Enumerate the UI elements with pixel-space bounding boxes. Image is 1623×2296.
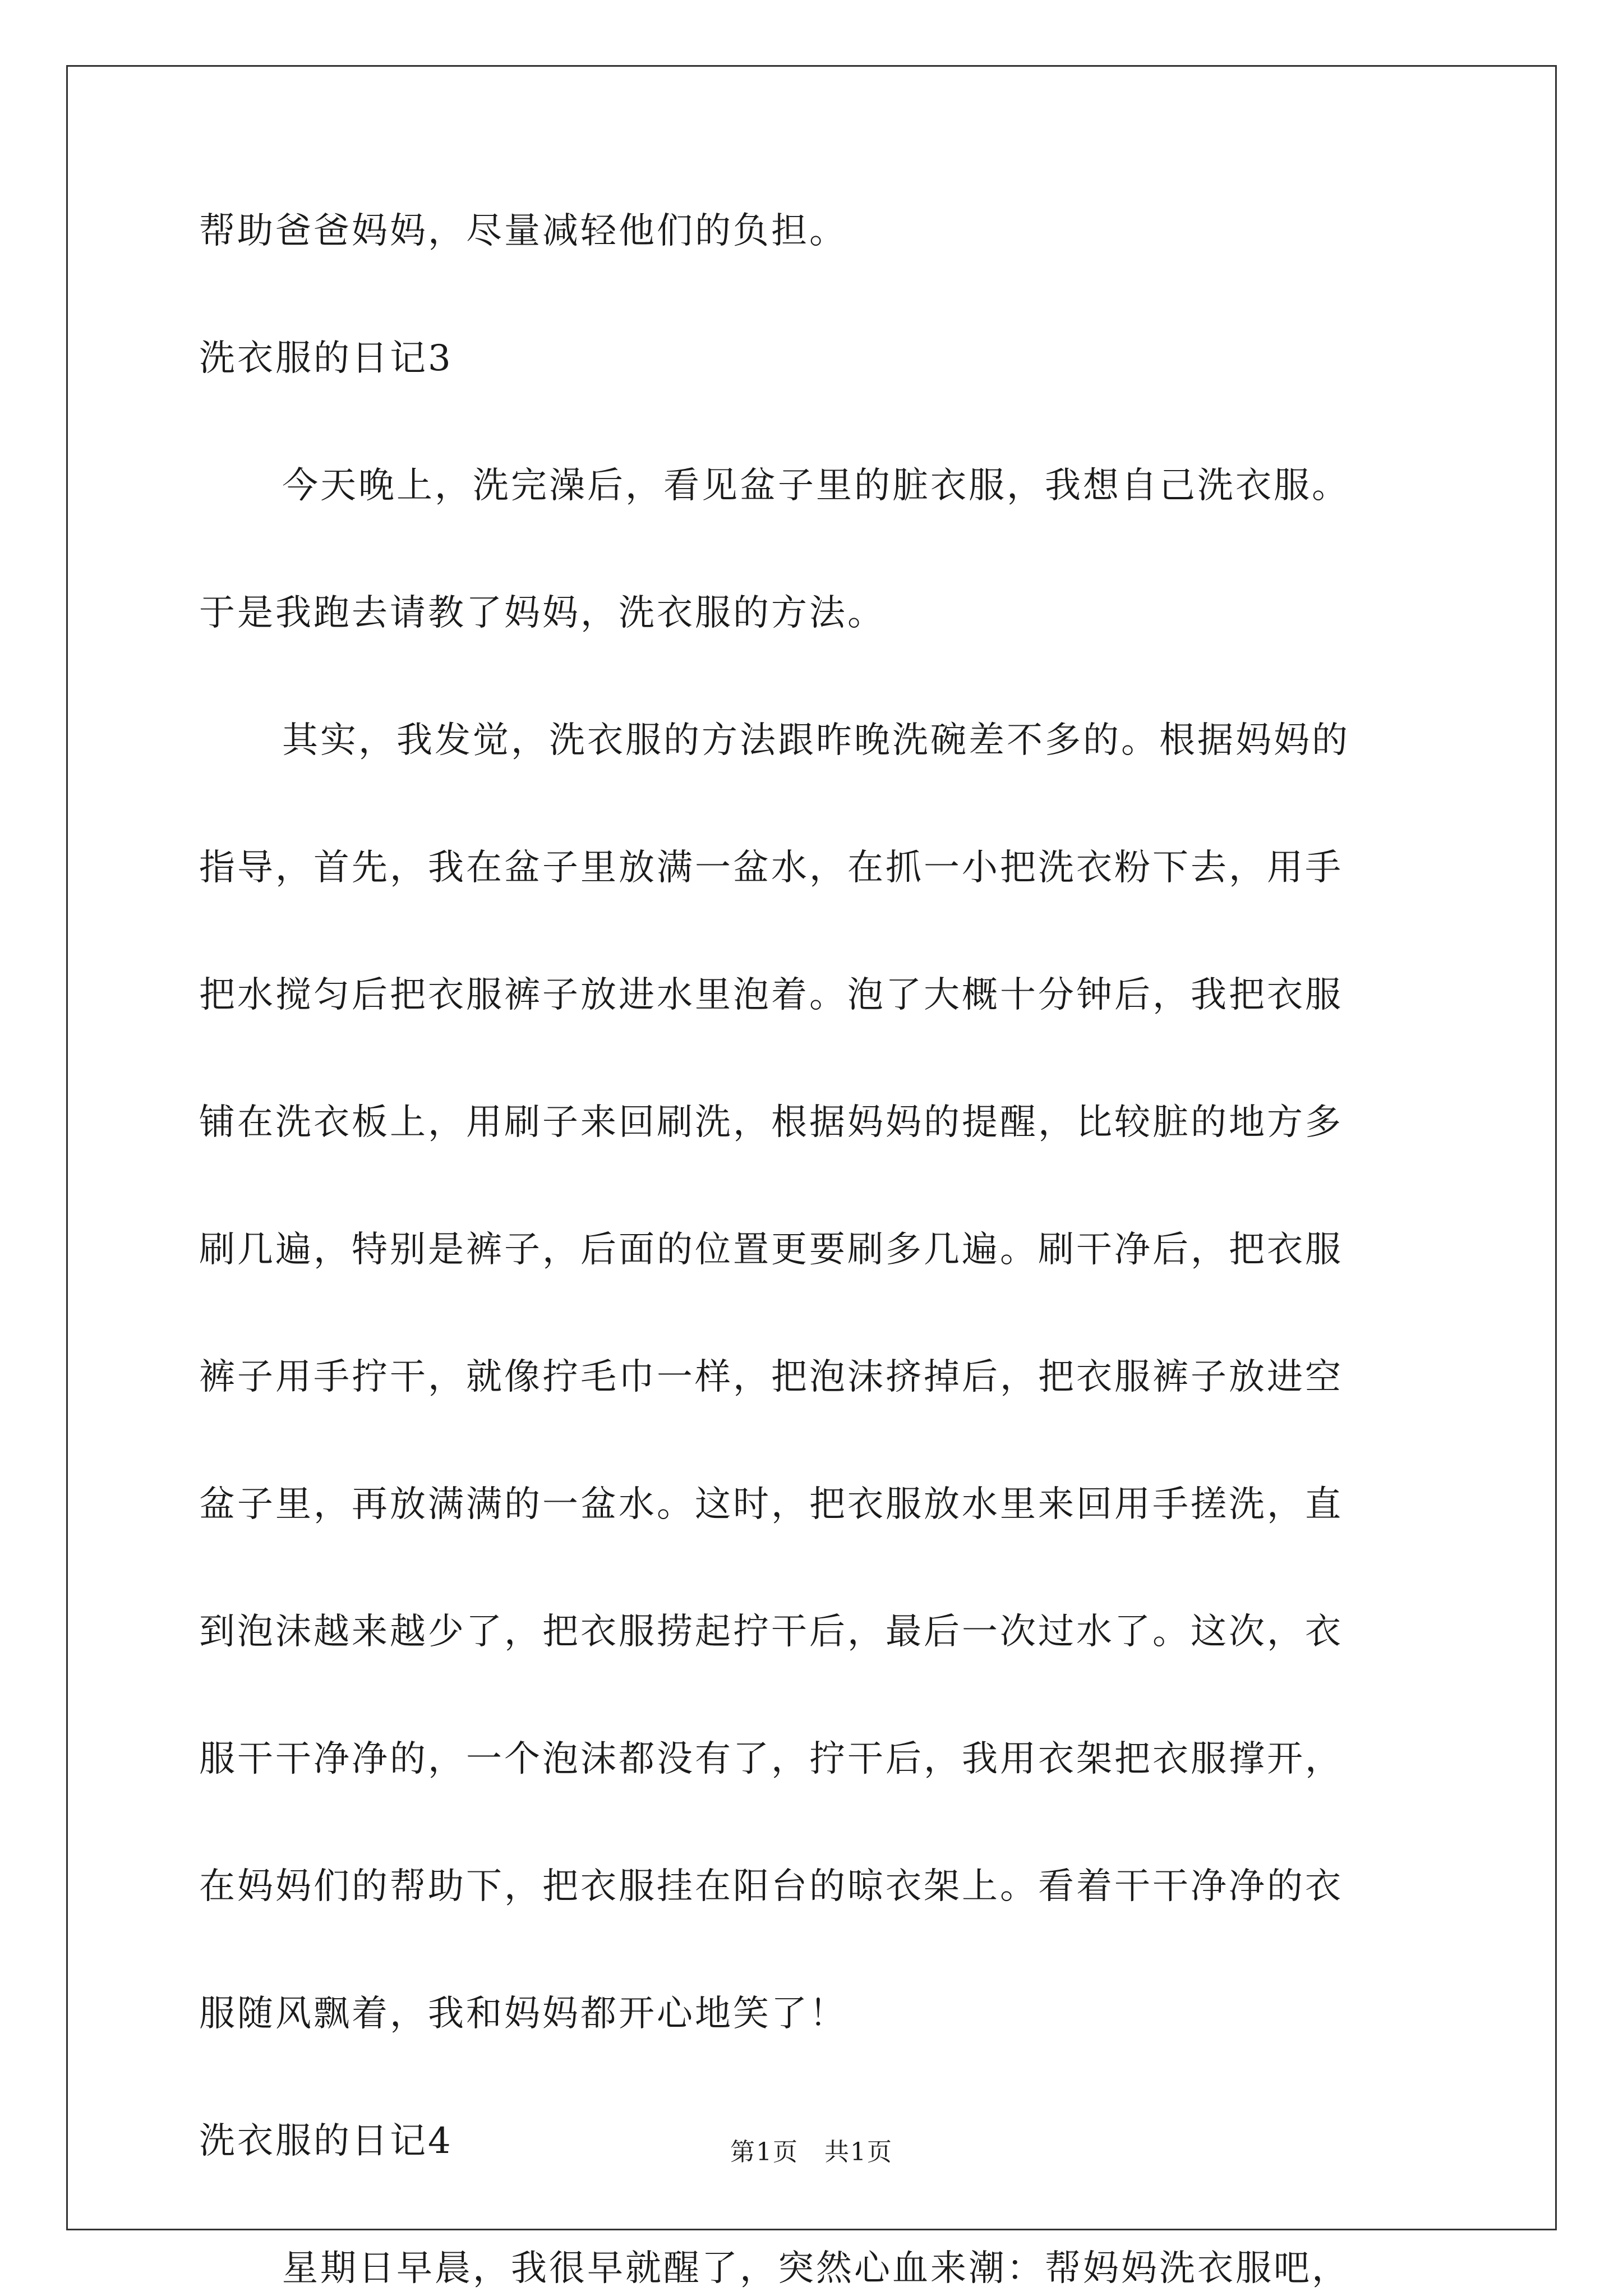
text-line: 服随风飘着，我和妈妈都开心地笑了！ bbox=[199, 1993, 847, 2035]
text-line: 把水搅匀后把衣服裤子放进水里泡着。泡了大概十分钟后，我把衣服 bbox=[199, 974, 1343, 1016]
section-heading: 洗衣服的日记4 bbox=[199, 2120, 453, 2162]
text-line: 铺在洗衣板上，用刷子来回刷洗，根据妈妈的提醒，比较脏的地方多 bbox=[199, 1102, 1343, 1143]
text-line: 到泡沫越来越少了，把衣服捞起拧干后，最后一次过水了。这次，衣 bbox=[199, 1611, 1343, 1653]
text-line: 在妈妈们的帮助下，把衣服挂在阳台的晾衣架上。看着干干净净的衣 bbox=[199, 1866, 1343, 1907]
text-line: 星期日早晨，我很早就醒了，突然心血来潮：帮妈妈洗衣服吧， bbox=[282, 2248, 1350, 2289]
text-line: 帮助爸爸妈妈，尽量减轻他们的负担。 bbox=[199, 210, 847, 252]
text-line: 今天晚上，洗完澡后，看见盆子里的脏衣服，我想自己洗衣服。 bbox=[282, 465, 1350, 507]
text-line: 裤子用手拧干，就像拧毛巾一样，把泡沫挤掉后，把衣服裤子放进空 bbox=[199, 1356, 1343, 1398]
text-line: 盆子里，再放满满的一盆水。这时，把衣服放水里来回用手搓洗，直 bbox=[199, 1484, 1343, 1525]
text-line: 刷几遍，特别是裤子，后面的位置更要刷多几遍。刷干净后，把衣服 bbox=[199, 1229, 1343, 1271]
text-line: 于是我跑去请教了妈妈，洗衣服的方法。 bbox=[199, 592, 886, 634]
text-line: 指导，首先，我在盆子里放满一盆水，在抓一小把洗衣粉下去，用手 bbox=[199, 847, 1343, 889]
text-line: 其实，我发觉，洗衣服的方法跟昨晚洗碗差不多的。根据妈妈的 bbox=[282, 720, 1350, 761]
section-heading: 洗衣服的日记3 bbox=[199, 338, 453, 379]
page-footer: 第1页 共1页 bbox=[730, 2138, 893, 2166]
text-line: 服干干净净的，一个泡沫都没有了，拧干后，我用衣架把衣服撑开， bbox=[199, 1738, 1343, 1780]
